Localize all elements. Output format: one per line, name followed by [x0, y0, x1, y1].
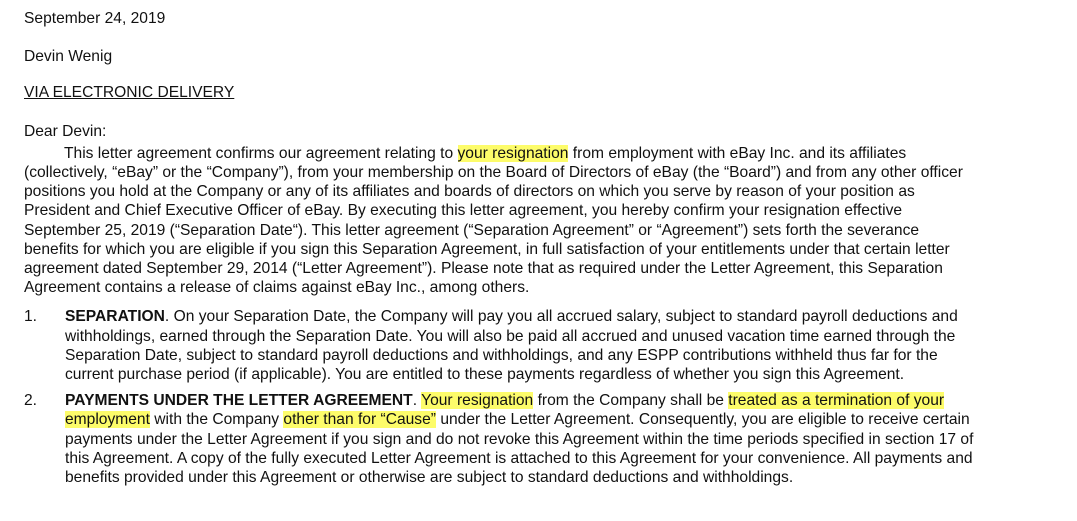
- recipient-name: Devin Wenig: [24, 48, 113, 66]
- section-text: under the Letter Agreement. Consequently, you are eligible to receive certain: [435, 411, 970, 429]
- section-line: this Agreement. A copy of the fully executed Letter Agreement is attached to this Agreement for your convenience. All payments and: [65, 449, 973, 467]
- intro-paragraph: [24, 144, 1064, 298]
- highlight-cause: other than for “Cause”: [283, 411, 436, 429]
- section-heading: PAYMENTS UNDER THE LETTER AGREEMENT: [65, 392, 413, 410]
- section-line: benefits provided under this Agreement or otherwise are subject to standard deductions and withholdings.: [65, 469, 794, 487]
- section-text: . On your Separation Date, the Company will pay you all accrued salary, subject to standard payroll deductions and: [164, 308, 958, 326]
- section-text: with the Company: [149, 411, 284, 429]
- intro-line: [24, 144, 1064, 163]
- intro-line: agreement dated September 29, 2014 (“Letter Agreement”). Please note that as required under the Letter Agreement, this Separation: [24, 260, 943, 278]
- salutation: Dear Devin:: [24, 122, 107, 140]
- section-number: 1.: [24, 308, 38, 326]
- delivery-method: VIA ELECTRONIC DELIVERY: [24, 84, 235, 102]
- highlight-your-resignation: Your resignation: [421, 392, 534, 410]
- section-line: payments under the Letter Agreement if you sign and do not revoke this Agreement within the time periods specified in section 17 of: [65, 430, 974, 448]
- section-line: Separation Date, subject to standard payroll deductions and withholdings, and any ESPP contributions withheld thus far for the: [65, 346, 938, 364]
- section-line: [65, 410, 1064, 429]
- section-line: [65, 391, 1064, 410]
- intro-text: This letter agreement confirms our agreement relating to: [64, 144, 458, 162]
- highlight-your-resignation: your resignation: [457, 144, 569, 162]
- section-line: [65, 307, 1064, 326]
- highlight-termination: treated as a termination of your: [728, 392, 945, 410]
- intro-line: (collectively, “eBay” or the “Company”), from your membership on the Board of Directors of eBay (the “Board”) and from any other officer: [24, 164, 963, 182]
- letter-page: [24, 9, 1064, 494]
- section-separation: [24, 307, 1064, 384]
- section-number: 2.: [24, 392, 38, 410]
- highlight-employment: employment: [65, 411, 150, 429]
- letter-date: September 24, 2019: [24, 10, 166, 27]
- section-line: withholdings, earned through the Separation Date. You will also be paid all accrued and unused vacation time earned through the: [65, 327, 956, 345]
- intro-line: benefits for which you are eligible if you sign this Separation Agreement, in full satisfaction of your entitlements under that certain letter: [24, 240, 950, 258]
- section-payments: [24, 391, 1064, 487]
- intro-line: President and Chief Executive Officer of eBay. By executing this letter agreement, you hereby confirm your resignation effective: [24, 202, 903, 220]
- intro-line: Agreement contains a release of claims against eBay Inc., among others.: [24, 279, 530, 297]
- intro-line: September 25, 2019 (“Separation Date“). This letter agreement (“Separation Agreement” or “Agreement”) sets forth the severance: [24, 221, 920, 239]
- intro-text: from employment with eBay Inc. and its affiliates: [568, 144, 907, 162]
- intro-line: positions you hold at the Company or any of its affiliates and boards of directors on which you serve by reason of your position as: [24, 183, 915, 201]
- section-heading: SEPARATION: [65, 308, 165, 326]
- section-text: .: [412, 392, 422, 410]
- section-text: from the Company shall be: [533, 392, 729, 410]
- section-line: current purchase period (if applicable). You are entitled to these payments regardless of whether you sign this Agreement.: [65, 366, 905, 384]
